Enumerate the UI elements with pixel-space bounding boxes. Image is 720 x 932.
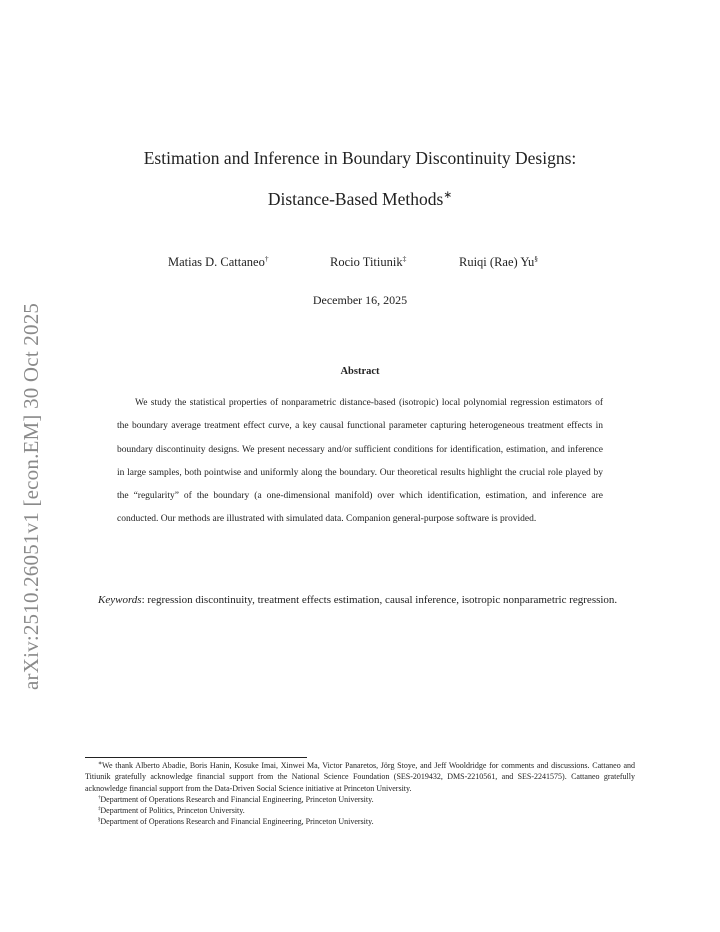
author-name: Rocio Titiunik (330, 255, 403, 269)
title-text-line1: Estimation and Inference in Boundary Discontinuity Designs: (143, 148, 577, 168)
footnote-author-3 (85, 816, 635, 827)
author-mark: ‡ (402, 253, 407, 263)
author-mark: § (534, 253, 538, 263)
footnote-mark: † (98, 795, 101, 801)
author-name: Matias D. Cattaneo (168, 255, 265, 269)
footnote-mark: ‡ (98, 806, 101, 812)
footnote-mark: ∗ (98, 761, 103, 767)
footnote-acknowledgments (85, 760, 635, 794)
keywords-label: Keywords (98, 594, 142, 606)
footnote-text: Department of Politics, Princeton University. (100, 806, 245, 816)
footnote-mark: § (98, 817, 101, 823)
paper-title-line2 (0, 189, 720, 210)
abstract-text: We study the statistical properties of nonparametric distance-based (isotropic) local polynomial regression estimators of the boundary average treatment effect curve, a key causal functional parameter capturing heterogeneous treatment effects in boundary discontinuity designs. We present necessary and/or sufficient conditions for identification, estimation, and inference in large samples, both pointwise and uniformly along the boundary. Our theoretical results highlight the crucial role played by the “regularity” of the boundary (a one-dimensional manifold) over which identification, estimation, and inference are conducted. Our methods are illustrated with simulated data. Companion general-purpose software is provided. (117, 398, 603, 525)
title-footnote-mark: ∗ (443, 190, 453, 202)
title-text-line2: Distance-Based Methods (267, 189, 444, 209)
author-name: Ruiqi (Rae) Yu (459, 255, 535, 269)
author-mark: † (264, 253, 269, 263)
author-1 (168, 255, 269, 270)
footnote-text: Department of Operations Research and Financial Engineering, Princeton University. (100, 794, 374, 804)
keywords-paragraph (85, 588, 635, 612)
abstract-heading: Abstract (340, 366, 380, 377)
author-3 (459, 255, 538, 270)
paper-date: December 16, 2025 (312, 293, 408, 307)
footnote-author-2 (85, 805, 635, 816)
footnote-author-1 (85, 794, 635, 805)
paper-title-line1 (0, 148, 720, 169)
arxiv-stamp: arXiv:2510.26051v1 [econ.EM] 30 Oct 2025 (19, 302, 43, 690)
author-2 (330, 255, 406, 270)
footnote-text: Department of Operations Research and Financial Engineering, Princeton University. (100, 817, 374, 827)
footnote-text: We thank Alberto Abadie, Boris Hanin, Kosuke Imai, Xinwei Ma, Victor Panaretos, Jörg Stoye, and Jeff Wooldridge for comments and discussions. Cattaneo and Titiunik gratefully acknowledge financial support from the National Science Foundation (SES-2019432, DMS-2210561, and SES-2241575). Cattaneo gratefully acknowledge financial support from the Data-Driven Social Science initiative at Princeton University. (85, 761, 635, 793)
footnote-rule (85, 757, 307, 758)
keywords-text: : regression discontinuity, treatment effects estimation, causal inference, isotropic nonparametric regression. (141, 594, 618, 606)
footnotes (85, 760, 635, 828)
